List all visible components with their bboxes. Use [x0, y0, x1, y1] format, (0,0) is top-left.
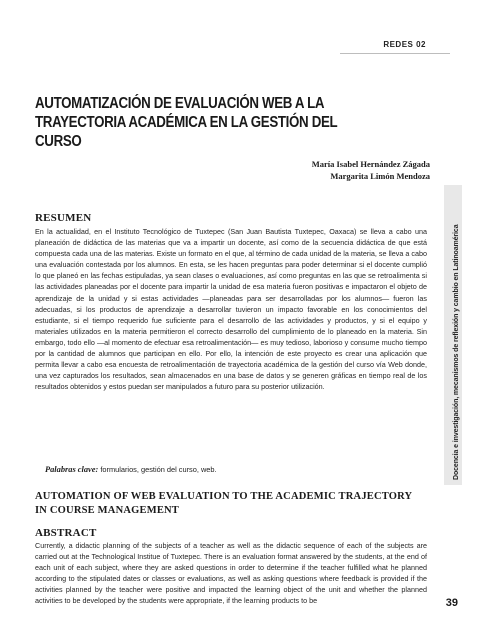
author-list: [312, 158, 430, 182]
sidebar-running-title: Docencia e investigación, mecanismos de reflexión y cambio en Latinoamérica: [453, 224, 460, 480]
english-title: AUTOMATION OF WEB EVALUATION TO THE ACADEMIC TRAJECTORY IN COURSE MANAGEMENT: [35, 491, 412, 516]
keywords: [45, 465, 217, 474]
resumen-text: En la actualidad, en el Instituto Tecnológico de Tuxtepec (San Juan Bautista Tuxtepec, Oaxaca) se lleva a cabo una planeación de didáctica de las materias que va a impartir un docente, así como de la secuencia didáctica de que está compuesta cada una de las materias. Existe un formato en el que, al término de cada unidad de la materia, se lleva a cabo una evaluación contestada por los alumnos. En esta, se les hacen preguntas para poder determinar si el docente cumplió lo que planeó en las fechas estipuladas, ya sean clases o evaluaciones, así como preguntas en las que se retroalimenta si las actividades planeadas por el docente para impartir la unidad de esa materia fueron positivas e impactaron el objeto de aprendizaje de la unidad y si estas actividades —planeadas para ser desarrolladas por los alumnos— fueron las adecuadas, si los productos de aprendizaje a desarrollar tuvieron un impacto favorable en los conocimientos del estudiante, si el tiempo requerido fue suficiente para el desarrollo de las actividades y productos, y si el equipo y materiales utilizados en la materia permitieron el correcto desarrollo del cumplimiento de lo planeado en la materia. Sin embargo, todo ello —al momento de efectuar esa retroalimentación— es muy tedioso, laborioso y consume mucho tiempo por la cantidad de alumnos que participan en ello. Por ello, la intención de este proyecto es crear una aplicación que permita llevar a cabo esa encuesta de retroalimentación de trayectoria académica de la gestión del curso vía Web donde, una vez capturados los resultados, sean almacenados en una base de datos y se generen gráficas en tiempo real de los resultados obtenidos y estos puedan ser manipulados a futuro para su posterior utilización.: [35, 227, 427, 392]
abstract-text: Currently, a didactic planning of the subjects of a teacher as well as the didactic sequence of each of the subjects are carried out at the Technological Institue of Tuxtepec. There is an evaluation format answered by the students, at the end of each unit of each subject, where they are asked questions in order to determine if the teacher fulfilled what he planned according to the stipulated dates or classes or evaluations, as well as asking questions where feedback is provided if the activities planned by the teacher were positive and impacted the learning object of the unit and whether the planned activities to be developed by the students were appropriate, if the learning products to be: [35, 541, 427, 606]
author-name: María Isabel Hernández Zágada: [311, 159, 430, 169]
abstract-heading: ABSTRACT: [35, 527, 97, 539]
header-rule: [340, 53, 450, 54]
page-number: 39: [445, 597, 458, 609]
resumen-heading: RESUMEN: [35, 212, 92, 224]
author-name: Margarita Limón Mendoza: [330, 171, 430, 181]
keywords-label: Palabras clave:: [45, 465, 99, 474]
keywords-value: formularios, gestión del curso, web.: [98, 465, 217, 474]
journal-section-tag: REDES 02: [383, 40, 426, 49]
article-title: AUTOMATIZACIÓN DE EVALUACIÓN WEB A LA TRAYECTORIA ACADÉMICA EN LA GESTIÓN DEL CURSO: [35, 95, 338, 150]
